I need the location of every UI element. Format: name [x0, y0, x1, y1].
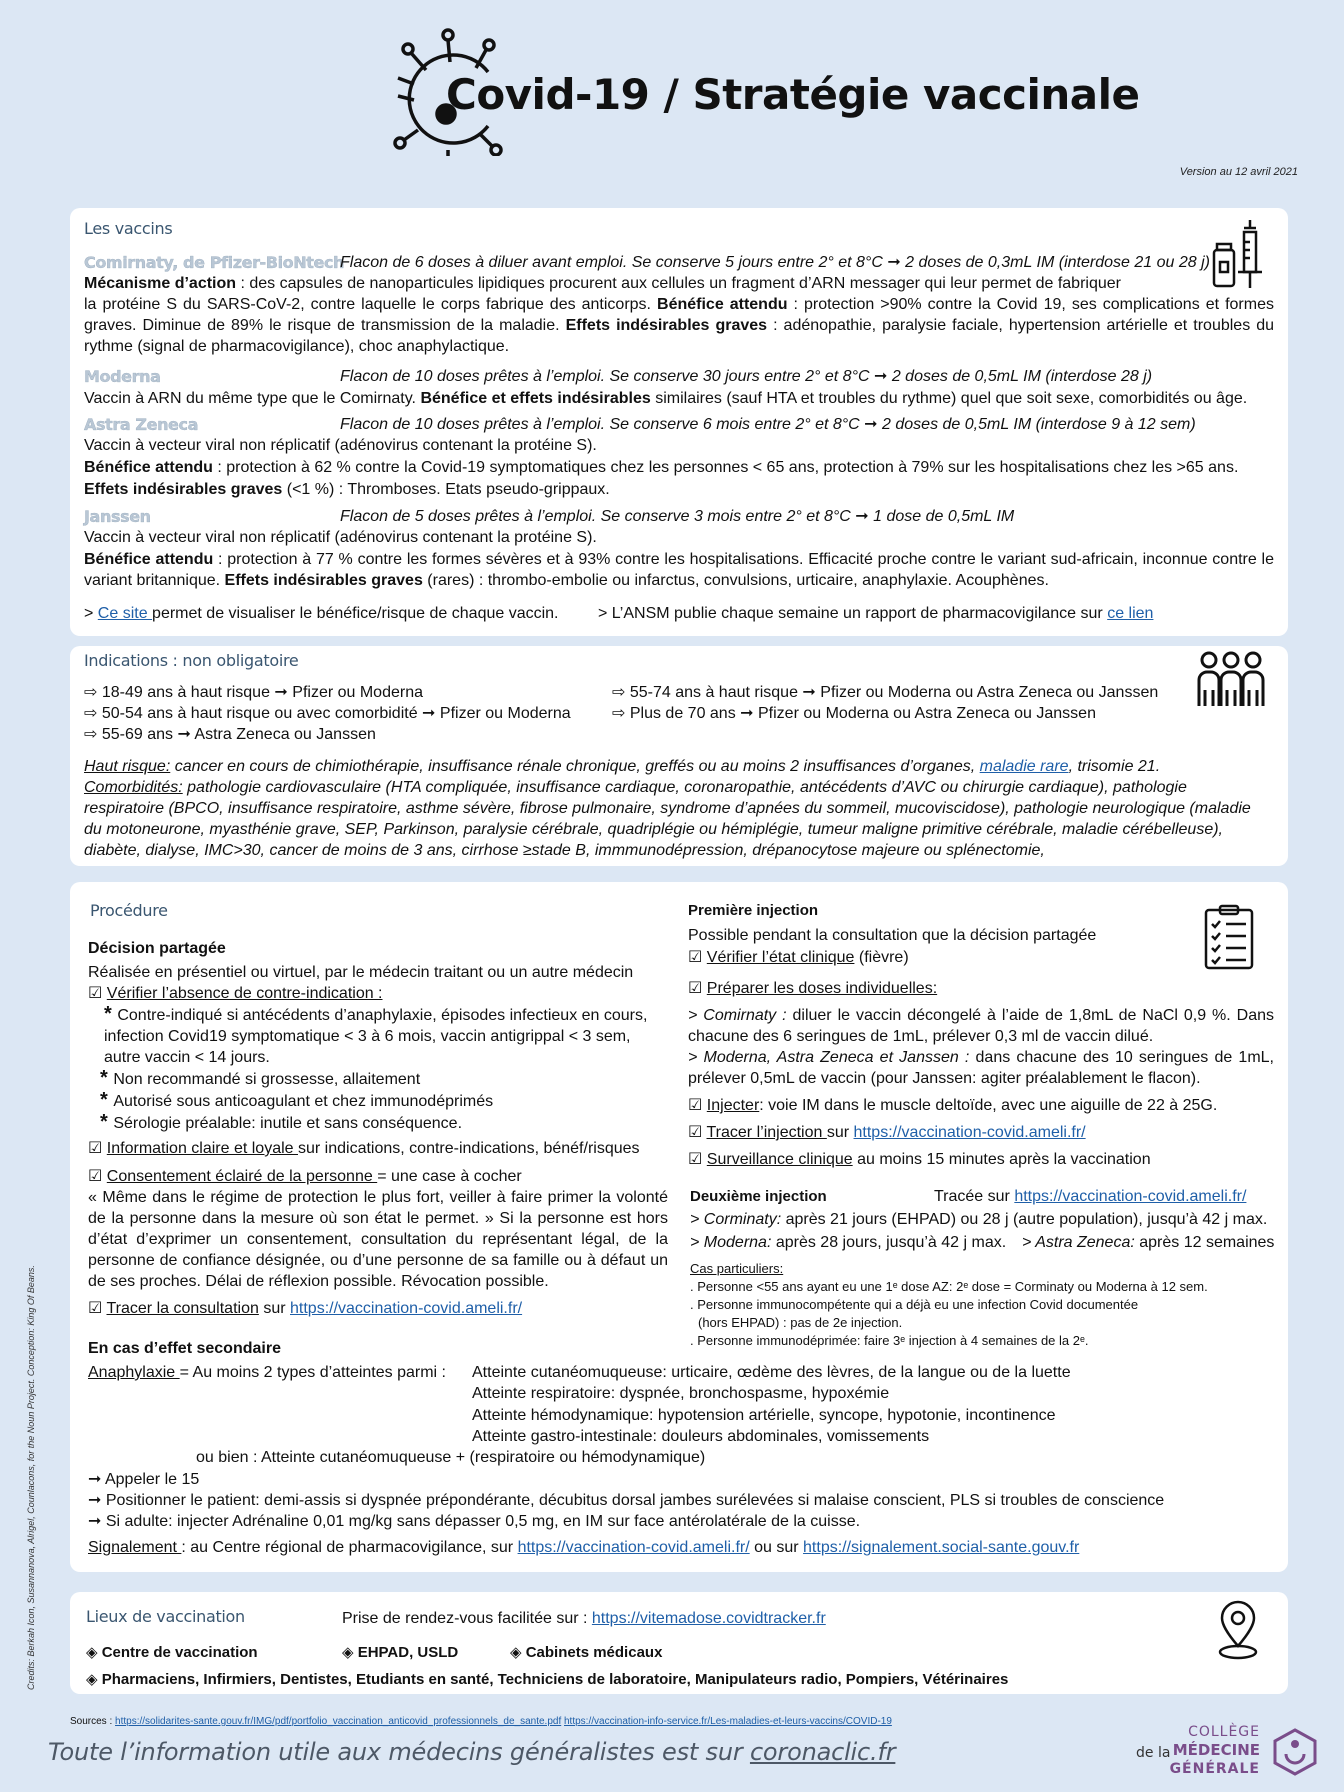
ci-2: * Non recommandé si grossesse, allaitement	[100, 1067, 421, 1089]
section-title-vaccins: Les vaccins	[84, 219, 173, 238]
decision-intro: Réalisée en présentiel ou virtuel, par le médecin traitant ou un autre médecin	[88, 964, 634, 981]
cas-1: . Personne <55 ans ayant eu une 1ᵉ dose AZ: 2ᵉ dose = Corminaty ou Moderna à 12 sem.	[690, 1279, 1208, 1294]
indications-section	[70, 646, 1288, 866]
cas-title: Cas particuliers:	[690, 1261, 784, 1276]
atteinte-2: Atteinte respiratoire: dyspnée, bronchospasme, hypoxémie	[472, 1385, 890, 1402]
lieu-centre: ◈ Centre de vaccination	[86, 1644, 258, 1661]
source-link-2[interactable]: https://vaccination-info-service.fr/Les-maladies-et-leurs-vaccins/COVID-19	[564, 1716, 892, 1727]
sec-astra: > Astra Zeneca: après 12 semaines	[1022, 1234, 1275, 1251]
location-pin-icon	[1216, 1600, 1260, 1660]
cas-2b: (hors EHPAD) : pas de 2e injection.	[698, 1315, 903, 1330]
procedure-section	[70, 882, 1288, 1572]
moderna-prep: > Moderna, Astra Zeneca et Janssen : dans chacune des 10 seringues de 1mL, prélever 0,5mL de vaccin (pour Janssen: agiter préalablement le flacon).	[688, 1049, 1274, 1087]
decision-title: Décision partagée	[88, 940, 226, 957]
rdv-row: Prise de rendez-vous facilitée sur : https://vitemadose.covidtracker.fr	[342, 1610, 826, 1627]
cmg-logo	[1136, 1724, 1332, 1780]
cas-2: . Personne immunocompétente qui a déjà eu une infection Covid documentée	[690, 1297, 1139, 1312]
checkbox-icon: ☑	[688, 980, 707, 997]
vitemadose-link[interactable]: https://vitemadose.covidtracker.fr	[591, 1610, 826, 1627]
astra-l3: Effets indésirables graves (<1 %) : Thromboses. Etats pseudo-grippaux.	[84, 481, 610, 498]
lieux-section	[70, 1592, 1288, 1694]
atteinte-3: Atteinte hémodynamique: hypotension artérielle, syncope, hypotonie, incontinence	[472, 1407, 1056, 1424]
asterisk-icon: *	[100, 1067, 114, 1089]
checkbox-icon: ☑	[88, 1168, 107, 1185]
moderna-text: Vaccin à ARN du même type que le Comirnaty. Bénéfice et effets indésirables similaires (sauf HTA et troubles du rythme) quel que soit sexe, comorbidités ou âge.	[84, 390, 1248, 407]
footer-tagline: Toute l’information utile aux médecins généralistes est sur coronaclic.fr	[48, 1738, 896, 1766]
janssen-l2: Bénéfice attendu : protection à 77 % contre les formes sévères et à 93% contre les hospitalisations. Efficacité proche contre le variant sud-africain, inconnue contre le variant britannique. Effets indésirables graves (rares) : thrombo-embolie ou infarctus, convulsions, urticaire, anaphylaxie. Acouphènes.	[84, 551, 1274, 589]
cmg-text-3: MÉDECINE	[1172, 1741, 1260, 1759]
consent-quote: « Même dans le régime de protection le plus fort, veiller à faire primer la volonté de la personne dans la mesure où son état le permet. » Si la personne est hors d’état d’exprimer un consentement, consultation du représentant légal, de la personne de confiance désignée, ou d’une personne de sa famille ou à défaut un de ses proches. Délai de réflexion possible. Révocation possible.	[88, 1189, 668, 1290]
coronaclic-link[interactable]: coronaclic.fr	[749, 1738, 896, 1766]
janssen-l1: Vaccin à vecteur viral non réplicatif (adénovirus contenant la protéine S).	[84, 529, 597, 546]
tracer-consult-row: ☑ Tracer la consultation sur https://vaccination-covid.ameli.fr/	[88, 1300, 523, 1317]
ansm-row: > L’ANSM publie chaque semaine un rapport de pharmacovigilance sur ce lien	[598, 605, 1154, 622]
asterisk-icon: *	[104, 1003, 118, 1025]
injecter-row: ☑ Injecter: voie IM dans le muscle deltoïde, avec une aiguille de 22 à 25G.	[688, 1097, 1218, 1114]
consent-row: ☑ Consentement éclairé de la personne = une case à cocher	[88, 1168, 522, 1185]
haut-risque: Haut risque: cancer en cours de chimiothérapie, insuffisance rénale chronique, greffés ou au moins 2 insuffisances d’organes, maladie rare, trisomie 21.	[84, 758, 1161, 775]
cmg-hexagon-icon	[1272, 1728, 1318, 1776]
first-injection-title: Première injection	[688, 902, 819, 919]
ameli-link[interactable]: https://vaccination-covid.ameli.fr/	[290, 1300, 523, 1317]
verif-clin-row: ☑ Vérifier l’état clinique (fièvre)	[688, 949, 909, 966]
header	[0, 0, 1344, 186]
ameli-link-signal[interactable]: https://vaccination-covid.ameli.fr/	[517, 1539, 750, 1556]
info-row: ☑ Information claire et loyale sur indications, contre-indications, bénéf/risques	[88, 1140, 640, 1157]
checkbox-icon: ☑	[88, 1300, 107, 1317]
ou-bien: ou bien : Atteinte cutanéomuqueuse + (respiratoire ou hémodynamique)	[196, 1449, 706, 1466]
asterisk-icon: *	[100, 1089, 114, 1111]
checkbox-icon: ☑	[88, 1140, 107, 1157]
surveillance-row: ☑ Surveillance clinique au moins 15 minutes après la vaccination	[688, 1151, 1151, 1168]
comorbidites: Comorbidités: pathologie cardiovasculaire (HTA compliquée, insuffisance cardiaque, coronaropathie, antécédents d’AVC ou chirurgie cardiaque), pathologie respiratoire (BPCO, insuffisance respiratoire, asthme sévère, fibrose pulmonaire, syndrome d’apnées du sommeil, mucoviscidose), pathologie neurologique (maladie du motoneurone, myasthénie grave, SEP, Parkinson, paralysie cérébrale, quadriplégie ou hémiplégie, tumeur maligne primitive cérébrale, maladie cérébelleuse), diabète, dialyse, IMC>30, cancer de moins de 3 ans, cirrhose ≥stade B, immmunodépression, drépanocytose majeure ou splénectomie,	[84, 779, 1251, 859]
janssen-flacon: Flacon de 5 doses prêtes à l’emploi. Se conserve 3 mois entre 2° et 8°C ➞ 1 dose de 0,5mL IM	[340, 508, 1015, 525]
pfizer-mecanisme: Mécanisme d’action : des capsules de nanoparticules lipidiques procurent aux cellules un fragment d’ARN messager qui leur permet de fabriquer	[84, 275, 1121, 292]
cmg-text-2: de la	[1136, 1745, 1171, 1761]
astra-l2: Bénéfice attendu : protection à 62 % contre la Covid-19 symptomatiques chez les personnes < 65 ans, protection à 79% sur les hospitalisations chez les >65 ans.	[84, 459, 1239, 476]
vaccine-name-janssen: Janssen	[84, 507, 151, 526]
ameli-link-second[interactable]: https://vaccination-covid.ameli.fr/	[1014, 1188, 1247, 1205]
ameli-link-injection[interactable]: https://vaccination-covid.ameli.fr/	[853, 1124, 1086, 1141]
pfizer-flacon: Flacon de 6 doses à diluer avant emploi. Se conserve 5 jours entre 2° et 8°C ➞ 2 doses de 0,3mL IM (interdose 21 ou 28 j)	[340, 254, 1210, 271]
checkbox-icon: ☑	[688, 1124, 707, 1141]
comirnaty-prep: > Comirnaty : diluer le vaccin décongelé à l’aide de 1,8mL de NaCl 0,9 %. Dans chacune des 6 seringues de 1mL, prélever 0,3 ml de vaccin dilué.	[688, 1007, 1275, 1045]
ci-1c: autre vaccin < 14 jours.	[104, 1049, 270, 1066]
atteinte-4: Atteinte gastro-intestinale: douleurs abdominales, vomissements	[472, 1428, 930, 1445]
maladie-rare-link[interactable]: maladie rare	[979, 758, 1069, 775]
source-link-1[interactable]: https://solidarites-sante.gouv.fr/IMG/pdf/portfolio_vaccination_anticovid_professionnels_de_sante.pdf	[115, 1716, 562, 1727]
sec-comirnaty: > Corminaty: après 21 jours (EHPAD) ou 28 j (autre population), jusqu’à 42 j max.	[690, 1211, 1268, 1228]
checkbox-icon: ☑	[688, 1097, 707, 1114]
sources: Sources : https://solidarites-sante.gouv.fr/IMG/pdf/portfolio_vaccination_anticovid_professionnels_de_sante.pdf https://vaccination-info-service.fr/Les-maladies-et-leurs-vaccins/COVID-19	[70, 1716, 892, 1727]
cmg-text-1: COLLÈGE	[1188, 1724, 1260, 1740]
verif-ci-row: ☑ Vérifier l’absence de contre-indication :	[88, 985, 383, 1002]
ci-4: * Sérologie préalable: inutile et sans conséquence.	[100, 1111, 463, 1133]
checkbox-icon: ☑	[688, 1151, 707, 1168]
signalement-row: Signalement : au Centre régional de pharmacovigilance, sur https://vaccination-covid.ameli.fr/ ou sur https://signalement.social-sante.gouv.fr	[88, 1539, 1080, 1556]
pfizer-benefice: la protéine S du SARS-CoV-2, contre laquelle le corps fabrique des anticorps. Bénéfice attendu : protection >90% contre la Covid 19, ses complications et formes graves. Diminue de 89% le risque de transmission de la maladie. Effets indésirables graves : adénopathie, paralysie faciale, hypertension artérielle et troubles du rythme (signal de pharmacovigilance), choc anaphylactique.	[84, 296, 1275, 355]
indication-right-2: ⇨ Plus de 70 ans ➞ Pfizer ou Moderna ou Astra Zeneca ou Janssen	[612, 705, 1096, 722]
action-1: ➞ Appeler le 15	[88, 1471, 200, 1488]
astra-flacon: Flacon de 10 doses prêtes à l’emploi. Se conserve 6 mois entre 2° et 8°C ➞ 2 doses de 0,5mL IM (interdose 9 à 12 sem)	[340, 416, 1196, 433]
cas-3: . Personne immunodéprimée: faire 3ᵉ injection à 4 semaines de la 2ᵉ.	[690, 1333, 1089, 1348]
indication-left-1: ⇨ 18-49 ans à haut risque ➞ Pfizer ou Moderna	[84, 684, 423, 701]
checkbox-icon: ☑	[88, 985, 107, 1002]
ce-site-link[interactable]: Ce site	[97, 605, 153, 622]
prep-row: ☑ Préparer les doses individuelles:	[688, 980, 938, 997]
vaccine-name-astra: Astra Zeneca	[84, 415, 198, 434]
clipboard-checklist-icon	[1204, 904, 1254, 970]
section-title-indications: Indications : non obligatoire	[84, 651, 299, 670]
indication-left-2: ⇨ 50-54 ans à haut risque ou avec comorbidité ➞ Pfizer ou Moderna	[84, 705, 571, 722]
lieu-cabinets: ◈ Cabinets médicaux	[510, 1644, 663, 1661]
lieu-professionnels: ◈ Pharmaciens, Infirmiers, Dentistes, Etudiants en santé, Techniciens de laboratoire, Manipulateurs radio, Pompiers, Vétérinaires	[86, 1671, 1009, 1688]
link-ce-site-row: > Ce site permet de visualiser le bénéfice/risque de chaque vaccin.	[84, 605, 559, 622]
astra-l1: Vaccin à vecteur viral non réplicatif (adénovirus contenant la protéine S).	[84, 437, 597, 454]
sec-moderna: > Moderna: après 28 jours, jusqu’à 42 j max.	[690, 1234, 1007, 1251]
ci-3: * Autorisé sous anticoagulant et chez immunodéprimés	[100, 1089, 494, 1111]
version-date: Version au 12 avril 2021	[1179, 166, 1298, 178]
trace-inj-row: ☑ Tracer l’injection sur https://vaccination-covid.ameli.fr/	[688, 1124, 1086, 1141]
moderna-flacon: Flacon de 10 doses prêtes à l’emploi. Se conserve 30 jours entre 2° et 8°C ➞ 2 doses de 0,5mL IM (interdose 28 j)	[340, 368, 1153, 385]
page-title: Covid-19 / Stratégie vaccinale	[446, 70, 1140, 119]
lieu-ehpad: ◈ EHPAD, USLD	[342, 1644, 459, 1661]
ci-1b: infection Covid19 symptomatique < 3 à 6 mois, vaccin antigrippal < 3 sem,	[104, 1028, 631, 1045]
vaccins-section	[70, 208, 1288, 636]
effet-title: En cas d’effet secondaire	[88, 1340, 281, 1357]
indication-left-3: ⇨ 55-69 ans ➞ Astra Zeneca ou Janssen	[84, 726, 376, 743]
action-2: ➞ Positionner le patient: demi-assis si dyspnée prépondérante, décubitus dorsal jambes surélevées si malaise conscient, PLS si troubles de conscience	[88, 1492, 1165, 1509]
credits: Credits: Berkah Icon, Susannanova, Alrigel, Counlacons, for the Noun Project. Conception: King Of Beans.	[26, 1265, 36, 1690]
checkbox-icon: ☑	[688, 949, 707, 966]
ce-lien-link[interactable]: ce lien	[1107, 605, 1154, 622]
vaccine-name-moderna: Moderna	[84, 367, 161, 386]
vaccine-name-pfizer: Comirnaty, de Pfizer-BioNtech	[84, 253, 345, 272]
first-intro: Possible pendant la consultation que la décision partagée	[688, 927, 1097, 944]
signalement-link[interactable]: https://signalement.social-sante.gouv.fr	[803, 1539, 1080, 1556]
action-3: ➞ Si adulte: injecter Adrénaline 0,01 mg/kg sans dépasser 0,5 mg, en IM sur face antérolatérale de la cuisse.	[88, 1513, 861, 1530]
indication-right-1: ⇨ 55-74 ans à haut risque ➞ Pfizer ou Moderna ou Astra Zeneca ou Janssen	[612, 684, 1159, 701]
vaccine-syringe-icon	[1212, 218, 1266, 290]
people-group-icon	[1196, 650, 1266, 708]
second-trace: Tracée sur https://vaccination-covid.ameli.fr/	[934, 1188, 1247, 1205]
asterisk-icon: *	[100, 1111, 114, 1133]
section-title-lieux: Lieux de vaccination	[86, 1607, 245, 1626]
anaph-row: Anaphylaxie = Au moins 2 types d’atteintes parmi :	[88, 1364, 446, 1381]
section-title-procedure: Procédure	[90, 901, 168, 920]
second-injection-title: Deuxième injection	[690, 1188, 827, 1205]
cmg-text-4: GÉNÉRALE	[1169, 1761, 1260, 1777]
atteinte-1: Atteinte cutanéomuqueuse: urticaire, œdème des lèvres, de la langue ou de la luette	[472, 1364, 1071, 1381]
ci-1: * Contre-indiqué si antécédents d’anaphylaxie, épisodes infectieux en cours,	[104, 1003, 648, 1025]
